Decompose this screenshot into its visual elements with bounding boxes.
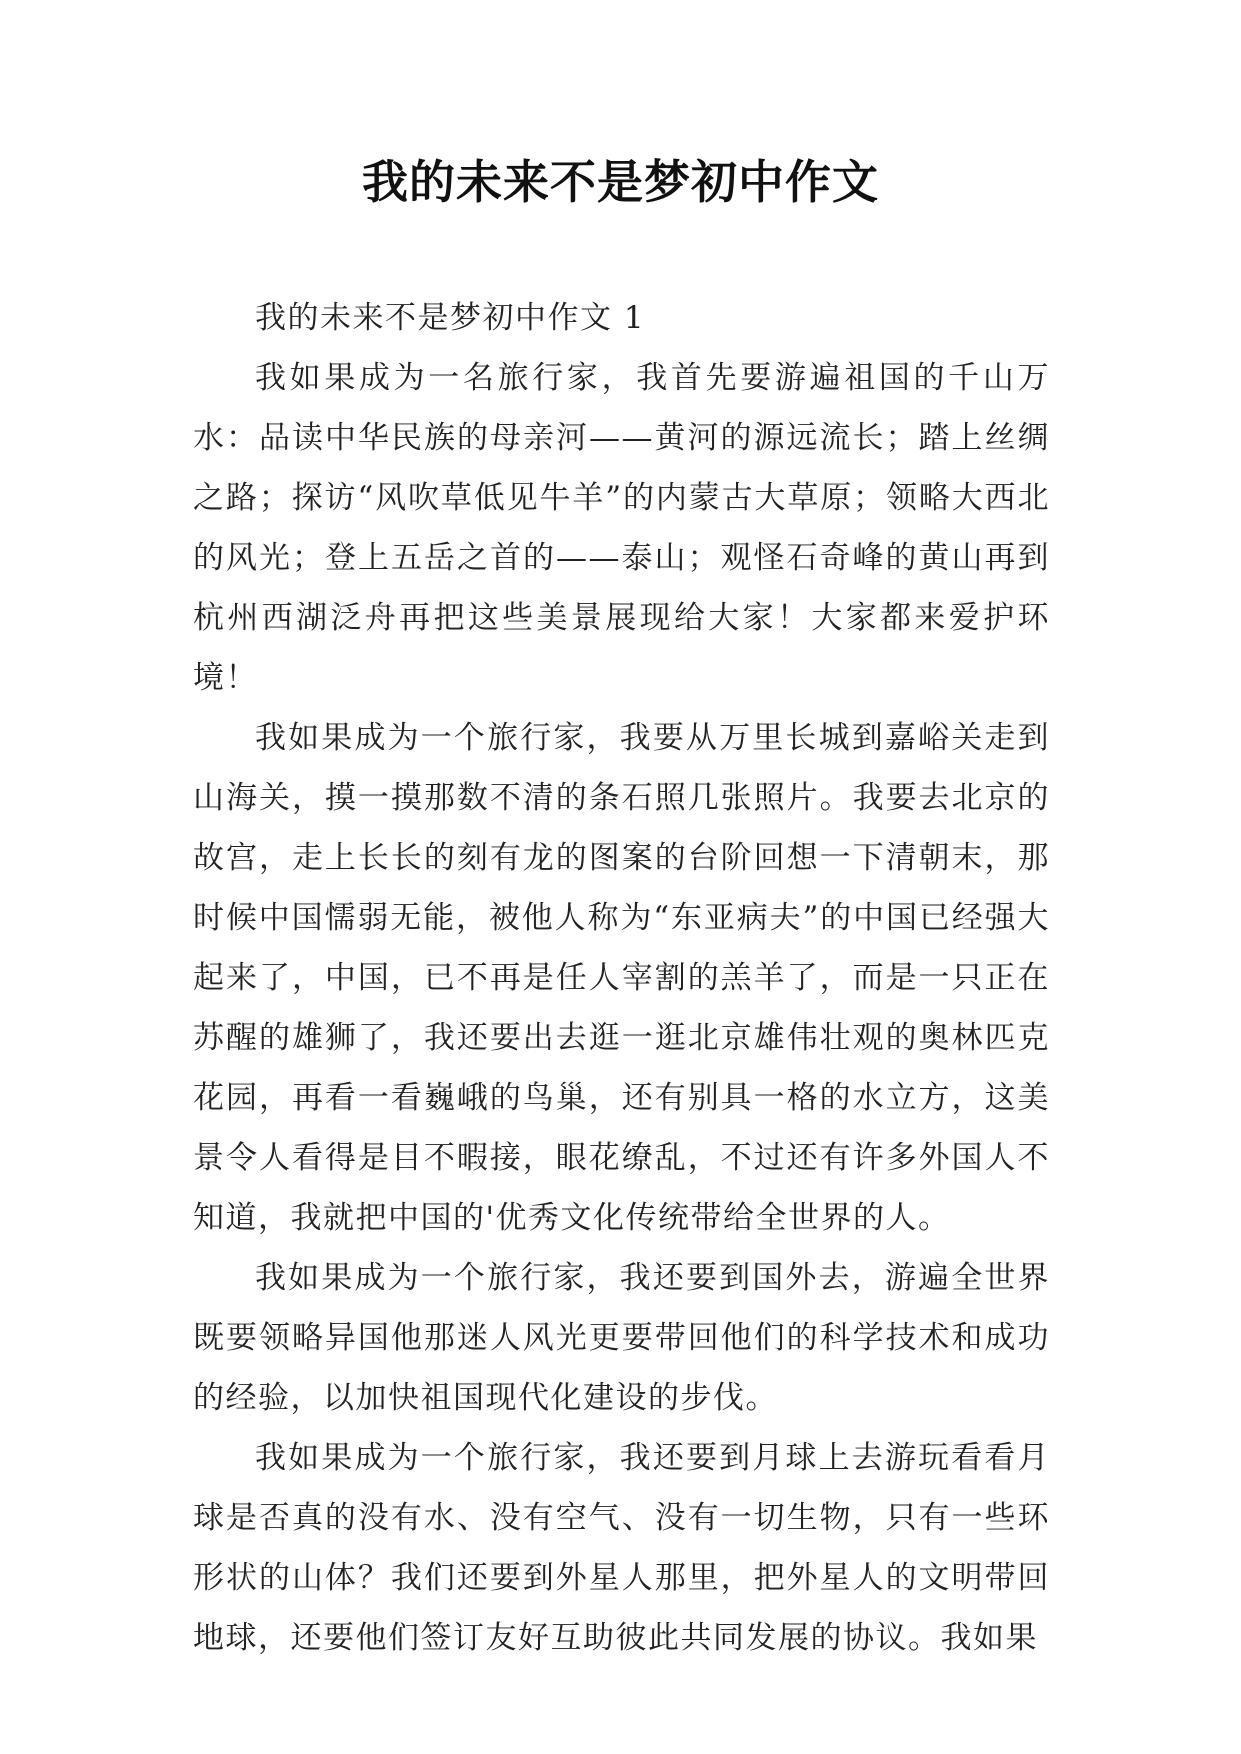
paragraph: 我如果成为一个旅行家，我还要到月球上去游玩看看月球是否真的没有水、没有空气、没有一切生物，只有一些环形状的山体？我们还要到外星人那里，把外星人的文明带回地球，还要他们签订友好互助彼此共同发展的协议。我如果 <box>193 1440 1050 1656</box>
paragraph: 我如果成为一个旅行家，我要从万里长城到嘉峪关走到山海关，摸一摸那数不清的条石照几张照片。我要去北京的故宫，走上长长的刻有龙的图案的台阶回想一下清朝末，那时候中国懦弱无能，被他人称为“东亚病夫”的中国已经强大起来了，中国，已不再是任人宰割的羔羊了，而是一只正在苏醒的雄狮了，我还要出去逛一逛北京雄伟壮观的奥林匹克花园，再看一看巍峨的鸟巢，还有别具一格的水立方，这美景令人看得是目不暇接，眼花缭乱，不过还有许多外国人不知道，我就把中国的'优秀文化传统带给全世界的人。 <box>193 720 1050 1236</box>
document-body <box>193 288 1050 1668</box>
paragraph-heading: 我的未来不是梦初中作文 1 <box>255 300 646 336</box>
document-title: 我的未来不是梦初中作文 <box>362 155 879 209</box>
paragraph: 我如果成为一个旅行家，我还要到国外去，游遍全世界既要领略异国他那迷人风光更要带回他们的科学技术和成功的经验，以加快祖国现代化建设的步伐。 <box>193 1260 1050 1416</box>
paragraph: 我如果成为一名旅行家，我首先要游遍祖国的千山万水：品读中华民族的母亲河——黄河的源远流长；踏上丝绸之路；探访“风吹草低见牛羊”的内蒙古大草原；领略大西北的风光；登上五岳之首的——泰山；观怪石奇峰的黄山再到杭州西湖泛舟再把这些美景展现给大家！大家都来爱护环境！ <box>193 360 1050 696</box>
